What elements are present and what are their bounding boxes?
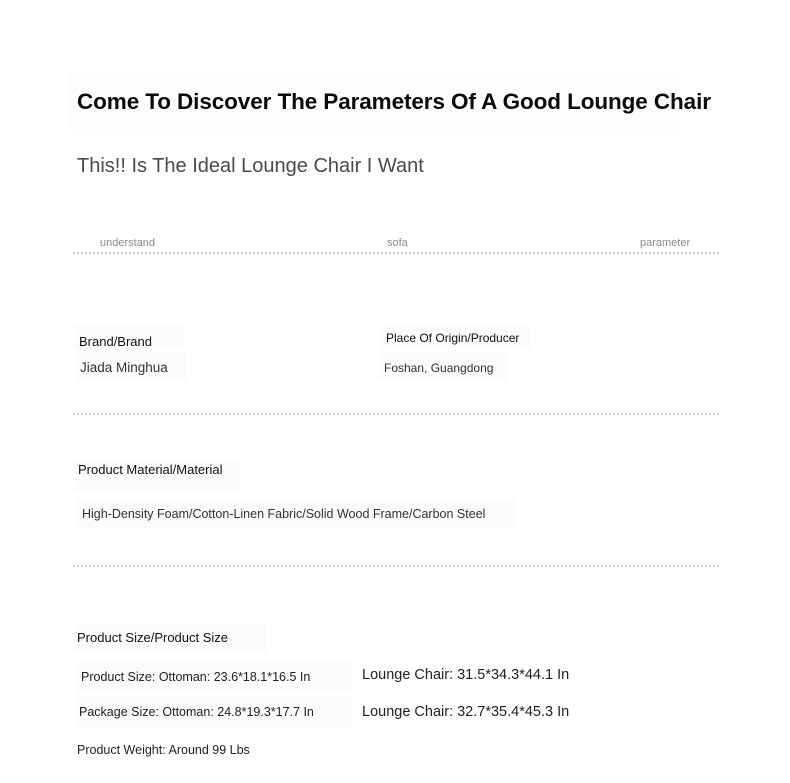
tab-sofa[interactable]: sofa xyxy=(387,237,408,249)
tab-parameter[interactable]: parameter xyxy=(640,237,691,249)
origin-value: Foshan, Guangdong xyxy=(384,361,494,375)
section-divider xyxy=(73,413,719,415)
product-size-chair: Lounge Chair: 31.5*34.3*44.1 In xyxy=(362,667,570,683)
package-size-ottoman: Package Size: Ottoman: 24.8*19.3*17.7 In xyxy=(79,705,314,719)
section-divider xyxy=(73,565,719,567)
product-size-ottoman: Product Size: Ottoman: 23.6*18.1*16.5 In xyxy=(81,670,311,684)
page-subtitle: This!! Is The Ideal Lounge Chair I Want xyxy=(77,155,424,177)
tab-divider xyxy=(73,252,719,254)
brand-label: Brand/Brand xyxy=(79,334,152,349)
product-weight: Product Weight: Around 99 Lbs xyxy=(77,743,250,757)
material-value: High-Density Foam/Cotton-Linen Fabric/Solid Wood Frame/Carbon Steel xyxy=(82,507,486,521)
tab-understand[interactable]: understand xyxy=(100,237,156,249)
page-title: Come To Discover The Parameters Of A Good Lounge Chair xyxy=(77,89,711,114)
origin-label: Place Of Origin/Producer xyxy=(386,331,520,345)
package-size-chair: Lounge Chair: 32.7*35.4*45.3 In xyxy=(362,704,570,720)
size-label: Product Size/Product Size xyxy=(77,630,229,645)
material-label: Product Material/Material xyxy=(78,462,223,477)
brand-value: Jiada Minghua xyxy=(80,360,168,375)
